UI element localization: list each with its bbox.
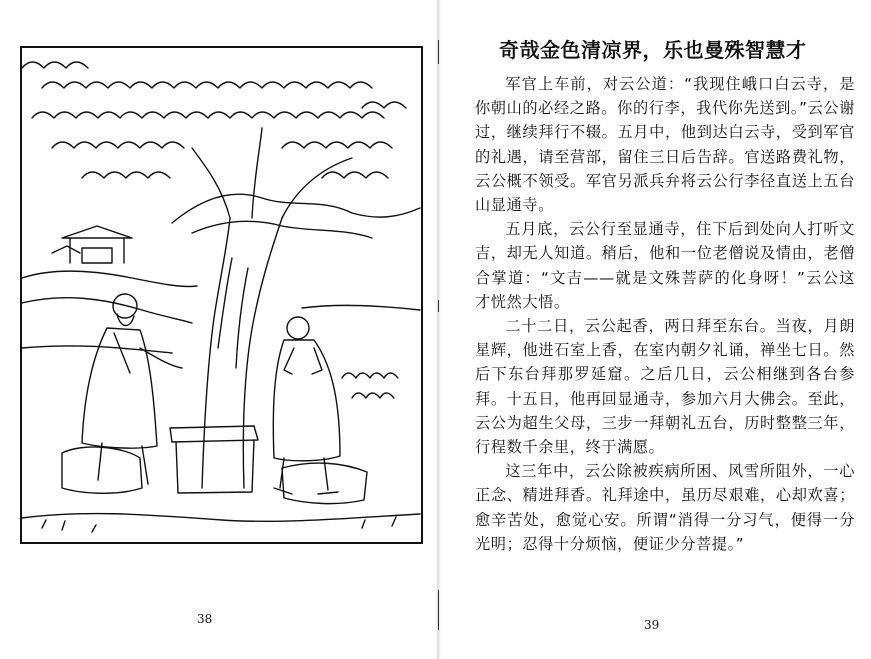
paragraph: 军官上车前，对云公道：“我现住峨口白云寺，是你朝山的必经之路。你的行李，我代你先送到。”云公谢过，继续拜行不辍。五月中，他到达白云寺，受到军官的礼遇，请至营部，留住三日后告辞。官送路费礼物，云公概不领受。军官另派兵弁将云公行李径直送上五台山显通寺。 [475, 75, 855, 215]
chapter-title: 奇哉金色清凉界，乐也曼殊智慧才 [499, 38, 807, 62]
illustration [20, 46, 423, 544]
gutter-mark [438, 590, 439, 630]
right-page [441, 0, 871, 659]
body-text [475, 72, 855, 556]
paragraph: 二十二日，云公起香，两日拜至东台。当夜，月朗星辉，他进石室上香，在室内朝夕礼诵，禅坐七日。然后下东台拜那罗延窟。之后几日，云公相继到各台参拜。十五日，他再回显通寺，参加六月大佛会。至此，云公为超生父母，三步一拜朝礼五台，历时整整三年，行程数千余里，终于满愿。 [475, 317, 855, 457]
gutter-mark [438, 40, 439, 64]
page-number-left: 38 [197, 612, 213, 626]
monks-under-tree-drawing [22, 48, 421, 542]
gutter-mark [438, 300, 439, 312]
paragraph: 五月底，云公行至显通寺，住下后到处向人打听文吉，却无人知道。稍后，他和一位老僧说及情由，老僧合掌道：“文吉——就是文殊菩萨的化身呀！”云公这才恍然大悟。 [475, 220, 855, 311]
paragraph: 这三年中，云公除被疾病所困、风雪所阻外，一心正念、精进拜香。礼拜途中，虽历尽艰难，心却欢喜；愈辛苦处，愈觉心安。所谓“消得一分习气，便得一分光明；忍得十分烦恼，便证少分菩提。” [475, 462, 855, 553]
page-number-right: 39 [644, 618, 660, 632]
